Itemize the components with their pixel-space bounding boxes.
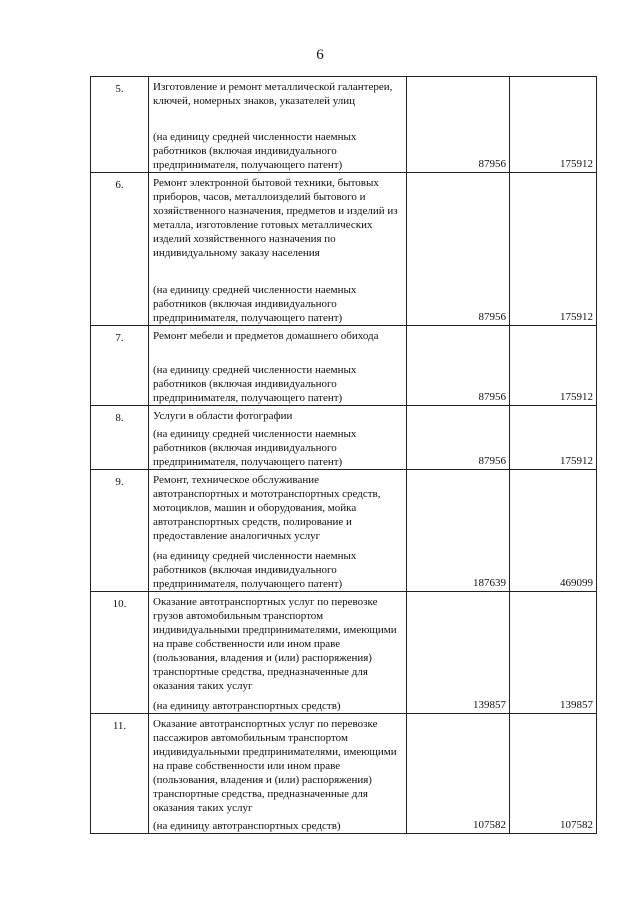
unit-note: (на единицу средней численности наемных работников (включая индивидуального предпринимателя, получающего патент)	[153, 284, 357, 324]
table-row	[91, 470, 597, 592]
table-row	[91, 406, 597, 470]
value-2: 139857	[510, 592, 597, 714]
table-row	[91, 173, 597, 326]
table-row	[91, 714, 597, 834]
row-number: 8.	[91, 406, 149, 470]
value-1: 87956	[407, 77, 510, 173]
value-2: 175912	[510, 173, 597, 326]
value-2: 175912	[510, 406, 597, 470]
unit-note: (на единицу средней численности наемных работников (включая индивидуального предпринимателя, получающего патент)	[153, 428, 357, 468]
row-number: 9.	[91, 470, 149, 592]
unit-note: (на единицу автотранспортных средств)	[153, 820, 341, 832]
row-description	[149, 406, 407, 470]
value-1: 187639	[407, 470, 510, 592]
value-1: 139857	[407, 592, 510, 714]
activity-title: Оказание автотранспортных услуг по перевозке грузов автомобильным транспортом индивидуальными предпринимателями, имеющими на праве собственности или ином праве (пользования, владения и (или) распоряжения) транспортные средства, предназначенные для оказания таких услуг	[153, 596, 397, 692]
row-description	[149, 173, 407, 326]
unit-note: (на единицу средней численности наемных работников (включая индивидуального предпринимателя, получающего патент)	[153, 131, 357, 171]
row-number: 6.	[91, 173, 149, 326]
value-2: 175912	[510, 77, 597, 173]
row-description	[149, 592, 407, 714]
row-description	[149, 470, 407, 592]
row-number: 5.	[91, 77, 149, 173]
row-number: 10.	[91, 592, 149, 714]
value-2: 175912	[510, 326, 597, 406]
value-2: 107582	[510, 714, 597, 834]
unit-note: (на единицу автотранспортных средств)	[153, 700, 341, 712]
activity-title: Ремонт мебели и предметов домашнего обихода	[153, 330, 379, 342]
activity-title: Ремонт электронной бытовой техники, бытовых приборов, часов, металлоизделий бытового и хозяйственного назначения, предметов и изделий из металла, изготовление готовых металлических изделий хозяйственного назначения по индивидуальному заказу населения	[153, 177, 398, 259]
unit-note: (на единицу средней численности наемных работников (включая индивидуального предпринимателя, получающего патент)	[153, 550, 357, 590]
value-1: 107582	[407, 714, 510, 834]
tariff-table	[90, 76, 597, 834]
row-description	[149, 714, 407, 834]
value-1: 87956	[407, 406, 510, 470]
table-row	[91, 77, 597, 173]
row-number: 11.	[91, 714, 149, 834]
table-row	[91, 592, 597, 714]
row-number: 7.	[91, 326, 149, 406]
activity-title: Оказание автотранспортных услуг по перевозке пассажиров автомобильным транспортом индивидуальными предпринимателями, имеющими на праве собственности или ином праве (пользования, владения и (или) распоряжения) транспортные средства, предназначенные для оказания таких услуг	[153, 718, 397, 814]
table-row	[91, 326, 597, 406]
activity-title: Изготовление и ремонт металлической галантереи, ключей, номерных знаков, указателей улиц	[153, 81, 393, 107]
value-1: 87956	[407, 173, 510, 326]
activity-title: Услуги в области фотографии	[153, 410, 293, 422]
unit-note: (на единицу средней численности наемных работников (включая индивидуального предпринимателя, получающего патент)	[153, 364, 357, 404]
row-description	[149, 326, 407, 406]
value-2: 469099	[510, 470, 597, 592]
page-number: 6	[316, 47, 324, 63]
activity-title: Ремонт, техническое обслуживание автотранспортных и мототранспортных средств, мотоциклов, машин и оборудования, мойка автотранспортных средств, полирование и предоставление аналогичных услуг	[153, 474, 381, 542]
value-1: 87956	[407, 326, 510, 406]
row-description	[149, 77, 407, 173]
